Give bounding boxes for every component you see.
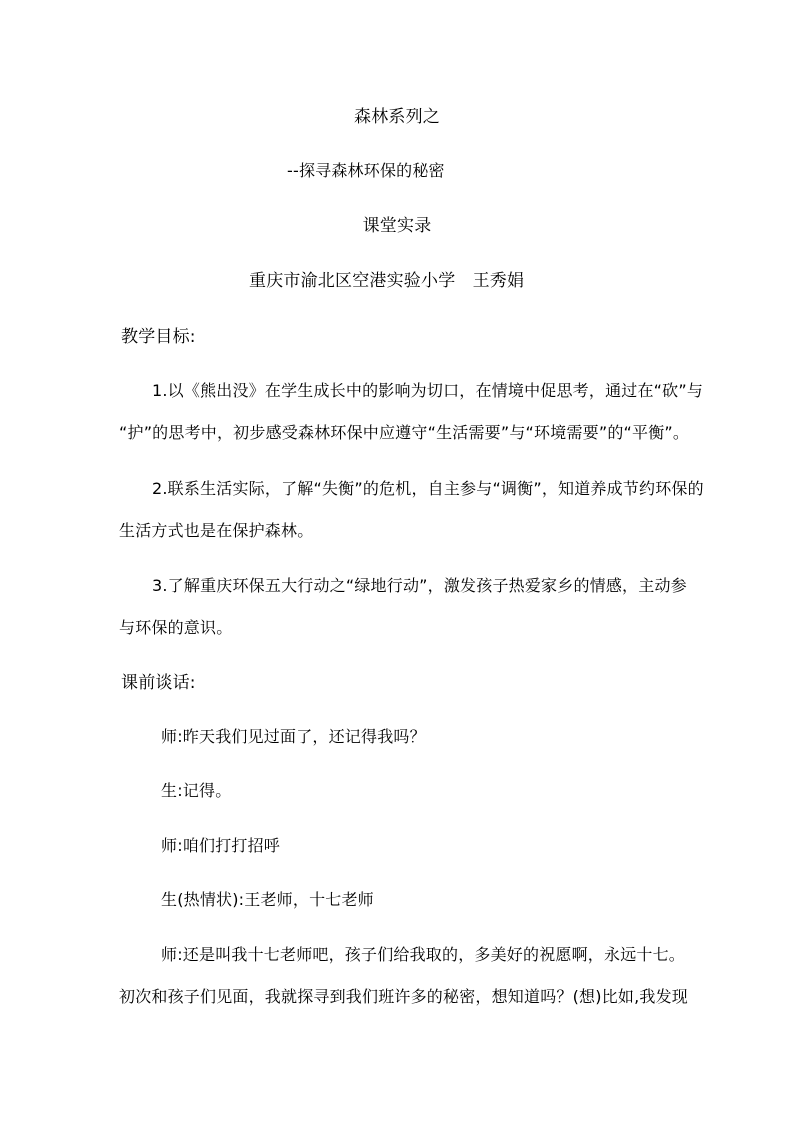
objective-2-line-1: 2.联系生活实际，了解“失衡”的危机，自主参与“调衡”，知道养成节约环保的 — [152, 479, 704, 498]
title-line-1: 森林系列之 — [354, 107, 440, 127]
pretalk-heading: 课前谈话: — [121, 673, 196, 693]
title-line-3: 课堂实录 — [362, 216, 432, 236]
dialogue-line-1: 师:昨天我们见过面了，还记得我吗？ — [161, 727, 426, 746]
objective-1-line-2: “护”的思考中，初步感受森林环保中应遵守“生活需要”与“环境需要”的“平衡”。 — [119, 423, 690, 442]
dialogue-line-4: 生(热情状):王老师，十七老师 — [161, 890, 374, 909]
title-line-2: --探寻森林环保的秘密 — [287, 161, 445, 180]
author-line: 重庆市渝北区空港实验小学 王秀娟 — [249, 271, 525, 291]
objective-3-line-1: 3.了解重庆环保五大行动之“绿地行动”，激发孩子热爱家乡的情感，主动参 — [152, 576, 687, 595]
objective-3-line-2: 与环保的意识。 — [119, 618, 233, 637]
dialogue-line-6: 初次和孩子们见面，我就探寻到我们班许多的秘密，想知道吗？(想)比如,我发现 — [119, 987, 688, 1006]
objectives-heading: 教学目标: — [121, 327, 196, 347]
dialogue-line-5: 师:还是叫我十七老师吧，孩子们给我取的，多美好的祝愿啊，永远十七。 — [161, 945, 685, 964]
objective-1-line-1: 1.以《熊出没》在学生成长中的影响为切口，在情境中促思考，通过在“砍”与 — [152, 381, 704, 400]
dialogue-line-2: 生:记得。 — [161, 781, 232, 800]
dialogue-line-3: 师:咱们打打招呼 — [161, 836, 280, 855]
objective-2-line-2: 生活方式也是在保护森林。 — [119, 521, 314, 540]
